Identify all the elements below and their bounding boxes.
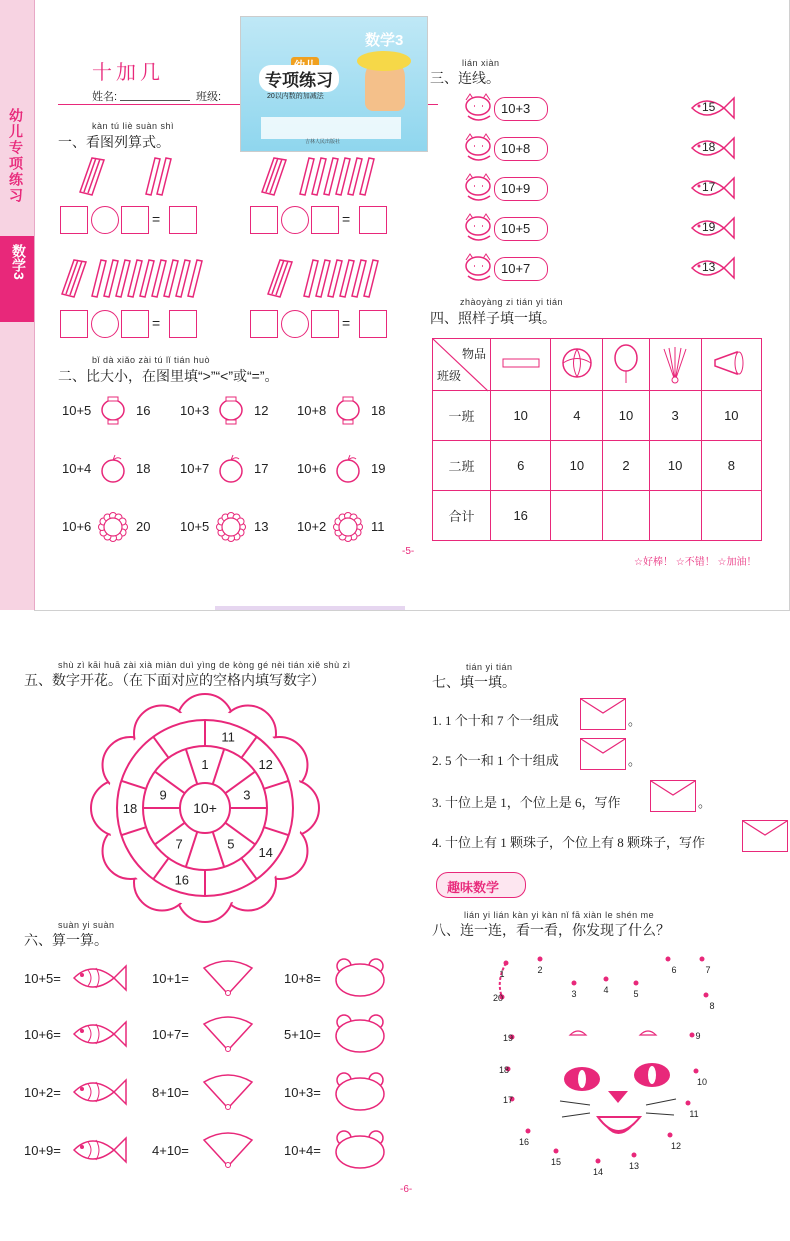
envelope-answer-box[interactable] [580,738,626,770]
s5-heading: 五、数字开花。（在下面对应的空格内填写数字） [24,672,325,688]
dot-number: 1 [499,969,505,979]
cat-ear-left [570,1031,586,1035]
answer-box[interactable] [169,310,197,338]
compare-right: 16 [136,403,151,418]
dot-number: 12 [670,1141,682,1151]
calc-expression: 10+9= [24,1143,61,1158]
dot-number: 5 [633,989,639,999]
ball-item-icon [551,339,603,391]
s7-pinyin: tián yi tián [466,662,513,672]
table-row [433,491,762,541]
flower-outer-number: 16 [174,872,190,888]
compare-left: 10+2 [297,519,327,534]
compare-left: 10+5 [180,519,210,534]
class-label: 班级: [196,91,222,103]
bear-answer-icon[interactable] [332,958,388,998]
answer-cell[interactable] [603,491,649,541]
connect-dot[interactable] [554,1149,559,1154]
dot-number: 4 [603,985,609,995]
calc-expression: 10+4= [284,1143,321,1158]
sidebar-series-label: 幼儿专项练习 [8,108,24,204]
table-cell: 10 [551,441,603,491]
row-label: 一班 [433,391,491,441]
table-header-cell [433,339,491,391]
cat-expression: 10+5 [501,221,531,236]
flower-outer-blank[interactable] [220,871,236,887]
table-cell: 16 [491,491,551,541]
compare-left: 10+5 [62,403,92,418]
compare-right: 19 [371,461,386,476]
answer-cell[interactable] [701,491,761,541]
compare-right: 11 [371,519,385,534]
calc-expression: 10+2= [24,1085,61,1100]
dot-number: 19 [502,1033,514,1043]
flower-outer-number: 14 [258,845,273,861]
answer-box[interactable] [359,206,387,234]
flower-inner-number: 5 [227,836,235,852]
apple-compare-icon[interactable] [98,454,128,484]
s8-heading: 八、连一连，看一看，你发现了什么？ [432,922,670,938]
fish-number: 19 [702,220,716,234]
compare-left: 10+3 [180,403,210,418]
fill-item-text: 3. 十位上是 1，个位上是 6，写作 [432,795,621,810]
connect-dot[interactable] [700,957,705,962]
s3-heading: 三、连线。 [430,70,500,86]
fan-answer-icon[interactable] [200,1014,256,1054]
calc-expression: 10+3= [284,1085,321,1100]
answer-box[interactable] [311,206,339,234]
flower-inner-number: 7 [175,836,183,852]
connect-dot[interactable] [538,957,543,962]
equals-sign: = [152,211,161,227]
name-label: 姓名: [92,91,118,103]
s6-pinyin: suàn yi suàn [58,920,115,930]
flower-outer-number: 11 [221,729,235,745]
compare-left: 10+8 [297,403,327,418]
cat-expression-card[interactable] [494,177,548,201]
dot-number: 13 [628,1161,640,1171]
connect-dot[interactable] [668,1133,673,1138]
dot-number: 7 [705,965,711,975]
compare-right: 18 [371,403,386,418]
flower-inner-number: 1 [201,757,209,772]
compare-left: 10+4 [62,461,92,476]
sun-compare-icon[interactable] [333,512,363,542]
fish-number: 15 [702,100,716,114]
operator-circle[interactable] [281,206,309,234]
sun-compare-icon[interactable] [216,512,246,542]
envelope-answer-box[interactable] [650,780,696,812]
fill-item-end: 。 [628,713,642,728]
answer-box[interactable] [250,206,278,234]
flower-inner-blank[interactable] [171,764,187,780]
flower-center-label: 10+ [193,800,217,816]
connect-dot[interactable] [596,1159,601,1164]
calc-expression: 10+6= [24,1027,61,1042]
fill-item-text: 1. 1 个十和 7 个一组成 [432,713,559,728]
fish-number: 18 [702,140,716,154]
table-row [433,441,762,491]
connect-dot[interactable] [504,961,509,966]
calc-expression: 10+1= [152,971,189,986]
table-cell: 8 [701,441,761,491]
page-title: 十加几 [92,62,164,84]
compare-right: 18 [136,461,151,476]
fill-item-text: 2. 5 个一和 1 个十组成 [432,753,559,768]
dot-number: 17 [502,1095,514,1105]
answer-box[interactable] [169,206,197,234]
cat-mouth [598,1117,640,1131]
fish-answer-icon[interactable] [72,1072,128,1112]
cover-publisher: 吉林人民出版社 [305,139,341,145]
table-cell: 2 [603,441,649,491]
envelope-icon [743,821,787,851]
envelope-answer-box[interactable] [742,820,788,852]
compare-left: 10+6 [297,461,327,476]
row-label: 合计 [433,491,491,541]
fish-answer-icon[interactable] [72,1130,128,1170]
flower-outer-number: 18 [122,801,138,816]
operator-circle[interactable] [91,206,119,234]
cat-expression: 10+8 [501,141,531,156]
compare-right: 12 [254,403,269,418]
compare-right: 13 [254,519,269,534]
flower-inner-blank[interactable] [197,844,213,860]
equals-sign: = [342,315,351,331]
cat-expression: 10+3 [501,101,531,116]
dot-number: 9 [695,1031,701,1041]
answer-box[interactable] [60,206,88,234]
flower-inner-blank[interactable] [155,814,171,830]
flower-outer-blank[interactable] [174,729,190,745]
connect-dot[interactable] [572,981,577,986]
compare-left: 10+7 [180,461,210,476]
answer-box[interactable] [121,206,149,234]
cat-expression-card[interactable] [494,137,548,161]
s2-heading: 二、比大小，在图里填“>”“<”或“=”。 [58,368,279,384]
tally-table [432,338,762,541]
bear-answer-icon[interactable] [332,1072,388,1112]
sun-compare-icon[interactable] [98,512,128,542]
table-cell: 10 [603,391,649,441]
connect-dot[interactable] [686,1101,691,1106]
envelope-icon [651,781,695,811]
cover-subject: 数学3 [365,32,404,49]
fish-number: 13 [702,260,716,274]
connect-dot[interactable] [634,981,639,986]
connect-dot[interactable] [704,993,709,998]
answer-box[interactable] [311,310,339,338]
cover-title: 专项练习 [259,65,339,92]
table-cell: 6 [491,441,551,491]
connect-dot[interactable] [694,1069,699,1074]
operator-circle[interactable] [91,310,119,338]
cat-ear-right [640,1031,656,1035]
bear-answer-icon[interactable] [332,1130,388,1170]
fill-item-text: 4. 十位上有 1 颗珠子，个位上有 8 颗珠子，写作 [432,835,706,850]
fill-item-end: 。 [698,795,712,810]
table-cell: 10 [701,391,761,441]
balloon-item-icon [603,339,649,391]
compare-left: 10+6 [62,519,92,534]
calc-expression: 4+10= [152,1143,189,1158]
item-header-label: 物品 [461,347,486,361]
dot-number: 8 [709,1001,715,1011]
answer-box[interactable] [121,310,149,338]
number-flower-diagram [90,698,320,918]
dot-number: 6 [671,965,677,975]
fish-answer-icon[interactable] [72,958,128,998]
table-cell: 3 [649,391,701,441]
cat-expression: 10+7 [501,261,531,276]
flower-outer-number: 12 [258,756,273,772]
answer-box[interactable] [60,310,88,338]
s5-pinyin: shù zì kāi huā zài xià miàn duì yìng de kòng gé nèi tián xiě shù zì [58,660,351,670]
page-number-5: -5- [402,546,415,557]
dot-number: 11 [689,1109,699,1119]
lantern-compare-icon[interactable] [98,396,128,426]
answer-box[interactable] [359,310,387,338]
lantern-compare-icon[interactable] [216,396,246,426]
fill-item-end: 。 [628,753,642,768]
flower-outer-blank[interactable] [136,844,152,860]
row-label: 二班 [433,441,491,491]
s7-heading: 七、填一填。 [432,674,516,690]
calc-expression: 5+10= [284,1027,321,1042]
praise-text: ☆好棒！ ☆不错！ ☆加油！ [634,557,757,568]
flower-inner-number: 3 [243,787,251,803]
cat-expression-card[interactable] [494,97,548,121]
flower-inner-blank[interactable] [223,764,239,780]
lantern-compare-icon[interactable] [333,396,363,426]
class-header-label: 班级 [437,369,462,383]
dot-number: 2 [537,965,543,975]
flower-outer-blank[interactable] [272,800,288,816]
flower-outer-blank[interactable] [136,756,152,772]
table-cell: 10 [649,441,701,491]
fish-answer-icon[interactable] [72,1014,128,1054]
s8-pinyin: lián yi lián kàn yi kàn nǐ fā xiàn le shén me [464,910,655,920]
s1-heading: 一、看图列算式。 [58,134,170,150]
connect-dot[interactable] [604,977,609,982]
ruler-item-icon [491,339,551,391]
dot-number: 10 [696,1077,708,1087]
fan-answer-icon[interactable] [200,1072,256,1112]
connect-dot[interactable] [632,1153,637,1158]
cat-nose [608,1091,628,1103]
megaphone-item-icon [701,339,761,391]
connect-dot[interactable] [526,1129,531,1134]
fun-math-label: 趣味数学 [447,880,500,895]
envelope-icon [581,739,625,769]
flower-inner-blank[interactable] [239,814,255,830]
dot-number: 15 [550,1157,562,1167]
calc-expression: 10+8= [284,971,321,986]
envelope-icon [581,699,625,729]
fan-answer-icon[interactable] [200,1130,256,1170]
equals-sign: = [342,211,351,227]
apple-compare-icon[interactable] [216,454,246,484]
fun-math-badge [436,872,526,898]
s4-heading: 四、照样子填一填。 [430,310,556,326]
cat-expression-card[interactable] [494,257,548,281]
dot-number: 20 [492,993,504,1003]
envelope-answer-box[interactable] [580,698,626,730]
shuttlecock-item-icon [649,339,701,391]
compare-right: 20 [136,519,151,534]
apple-compare-icon[interactable] [333,454,363,484]
dot-number: 14 [592,1167,604,1177]
calc-expression: 8+10= [152,1085,189,1100]
page-number-6: -6- [400,1184,413,1195]
sidebar-badge-label: 数学3 [11,244,27,280]
dot-number: 18 [498,1065,510,1075]
answer-box[interactable] [250,310,278,338]
flower-inner-number: 9 [159,787,167,803]
cat-expression-card[interactable] [494,217,548,241]
compare-right: 17 [254,461,269,476]
answer-cell[interactable] [649,491,701,541]
table-cell: 10 [491,391,551,441]
s2-pinyin: bǐ dà xiǎo zài tú lǐ tián huò [92,355,211,365]
operator-circle[interactable] [281,310,309,338]
spine-mark [215,606,405,610]
dot-number: 16 [518,1137,530,1147]
connect-dots-puzzle [490,945,770,1185]
connect-dot[interactable] [666,957,671,962]
s3-pinyin: lián xiàn [462,58,500,68]
connect-dot[interactable] [690,1033,695,1038]
answer-cell[interactable] [551,491,603,541]
table-cell: 4 [551,391,603,441]
cover-subtitle: 20以内数的加减法 [267,93,324,100]
calc-expression: 10+5= [24,971,61,986]
fan-answer-icon[interactable] [200,958,256,998]
bear-answer-icon[interactable] [332,1014,388,1054]
equals-sign: = [152,315,161,331]
fish-number: 17 [702,180,716,194]
dot-number: 3 [571,989,577,999]
s1-pinyin: kàn tú liè suàn shì [92,121,175,131]
s6-heading: 六、算一算。 [24,932,108,948]
table-row [433,391,762,441]
cat-expression: 10+9 [501,181,531,196]
s4-pinyin: zhàoyàng zi tián yi tián [460,297,564,307]
calc-expression: 10+7= [152,1027,189,1042]
